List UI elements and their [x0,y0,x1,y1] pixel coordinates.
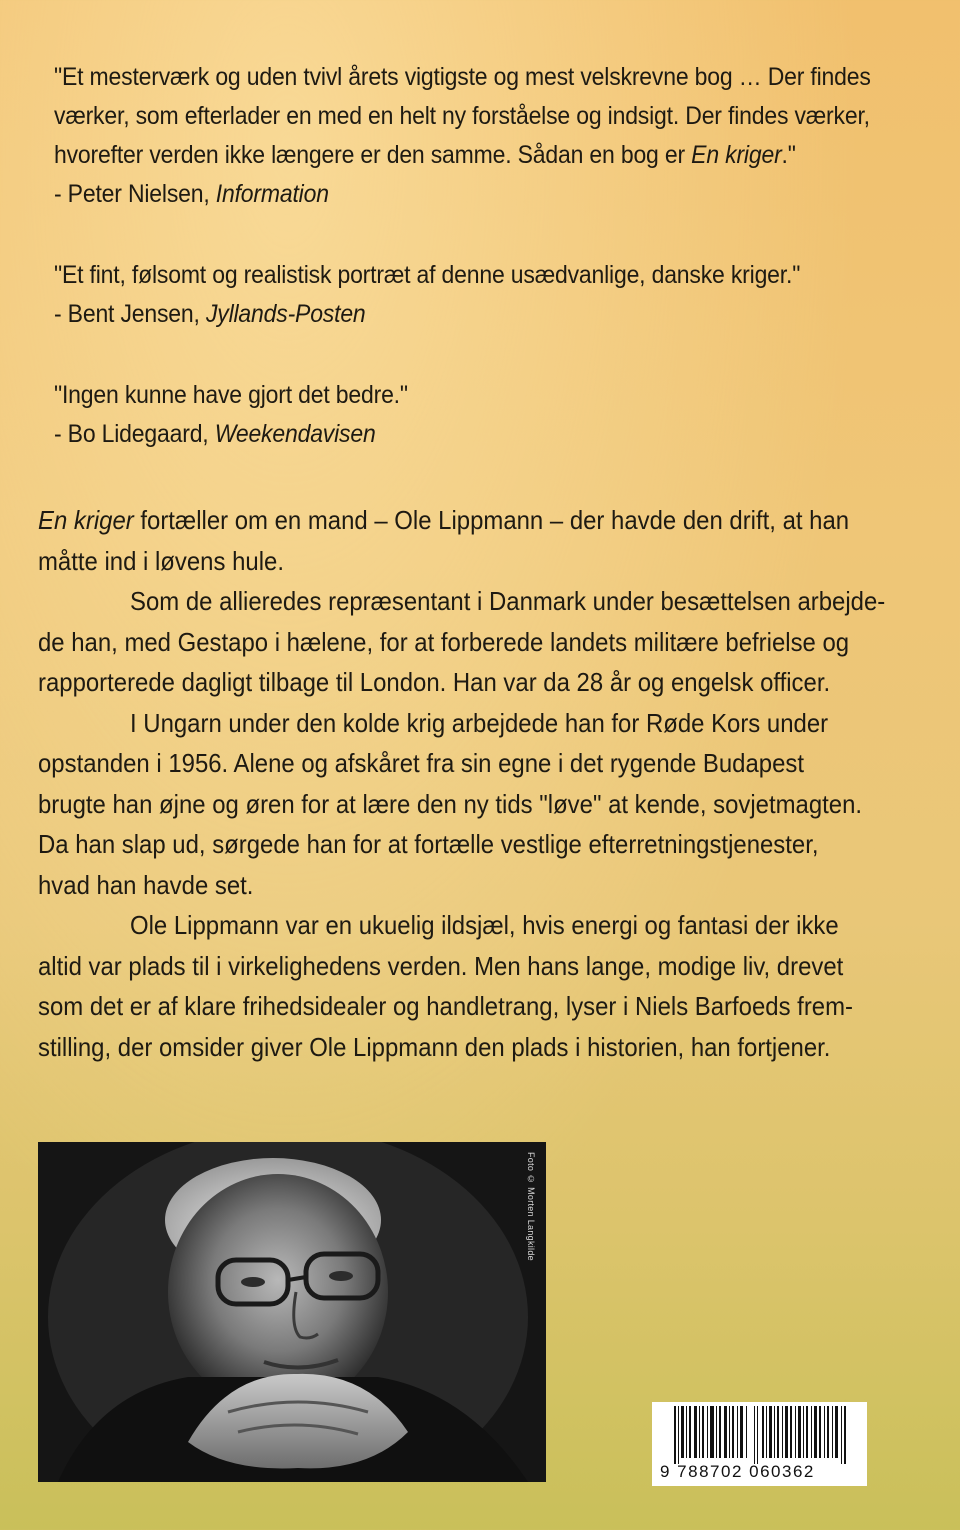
quote-line [54,136,937,175]
book-description [38,500,960,1067]
quote-attribution [54,295,937,334]
quote-line-text: hvorefter verden ikke længere er den samme. Sådan en bog er [54,141,692,169]
blurb-line: altid var plads til i virkelighedens verden. Men hans lange, modige liv, drevet [38,950,844,981]
quote-line: værker, som efterlader en med en helt ny forståelse og indsigt. Der findes værker, [54,102,870,130]
publication-name: Jyllands-Posten [205,300,366,328]
blurb-line: I Ungarn under den kolde krig arbejdede han for Røde Kors under [130,707,829,738]
blurb-paragraph-1 [38,500,958,581]
blurb-line: hvad han havde set. [38,869,254,900]
book-title: En kriger [691,141,782,169]
blurb-line [38,500,958,541]
quote-text: "Et fint, følsomt og realistisk portræt af denne usædvanlige, danske kriger." [54,261,801,289]
blurb-line: rapporterede dagligt tilbage til London. Han var da 28 år og engelsk officer. [38,667,831,697]
portrait-illustration [38,1142,546,1482]
review-quote-weekendavisen [54,376,937,454]
blurb-line: som det er af klare frihedsidealer og handletrang, lyser i Niels Barfoeds frem- [38,991,853,1021]
quote-attribution [54,415,937,454]
quote-line: "Et mesterværk og uden tvivl årets vigtigste og mest velskrevne bog … Der findes [54,63,871,91]
blurb-paragraph-3 [38,703,958,906]
quote-text: "Ingen kunne have gjort det bedre." [54,381,408,409]
blurb-line: Som de allieredes repræsentant i Danmark under besættelsen arbejde- [130,586,886,616]
photo-credit: Foto © Morten Langkilde [526,1152,536,1261]
blurb-line: brugte han øjne og øren for at lære den ny tids "løve" at kende, sovjetmagten. [38,788,863,819]
blurb-line: Da han slap ud, sørgede han for at fortælle vestlige efterretningstjenester, [38,829,819,859]
publication-name: Weekendavisen [214,420,376,448]
reviewer-name: - Bo Lidegaard, [54,420,215,448]
isbn-number: 9 788702 060362 [660,1462,815,1481]
blurb-line: opstanden i 1956. Alene og afskåret fra sin egne i det rygende Budapest [38,748,805,778]
book-title: En kriger [38,505,134,535]
blurb-line: måtte ind i løvens hule. [38,545,284,576]
isbn-barcode [652,1402,867,1486]
quote-attribution [54,175,937,214]
blurb-paragraph-2 [38,581,958,703]
barcode-bars [674,1406,850,1464]
quote-close: ." [781,141,796,169]
blurb-line-text: fortæller om en mand – Ole Lippmann – der havde den drift, at han [133,505,850,535]
blurb-paragraph-4 [38,905,958,1067]
blurb-line: de han, med Gestapo i hælene, for at forberede landets militære befrielse og [38,626,850,657]
review-quote-jyllands-posten [54,256,937,334]
review-quote-information [54,58,937,214]
reviewer-name: - Peter Nielsen, [54,180,216,208]
reviewer-name: - Bent Jensen, [54,300,206,328]
publication-name: Information [215,180,329,208]
blurb-line: stilling, der omsider giver Ole Lippmann den plads i historien, han fortjener. [38,1031,831,1062]
author-portrait-photo [38,1142,546,1482]
blurb-line: Ole Lippmann var en ukuelig ildsjæl, hvis energi og fantasi der ikke [130,910,839,940]
